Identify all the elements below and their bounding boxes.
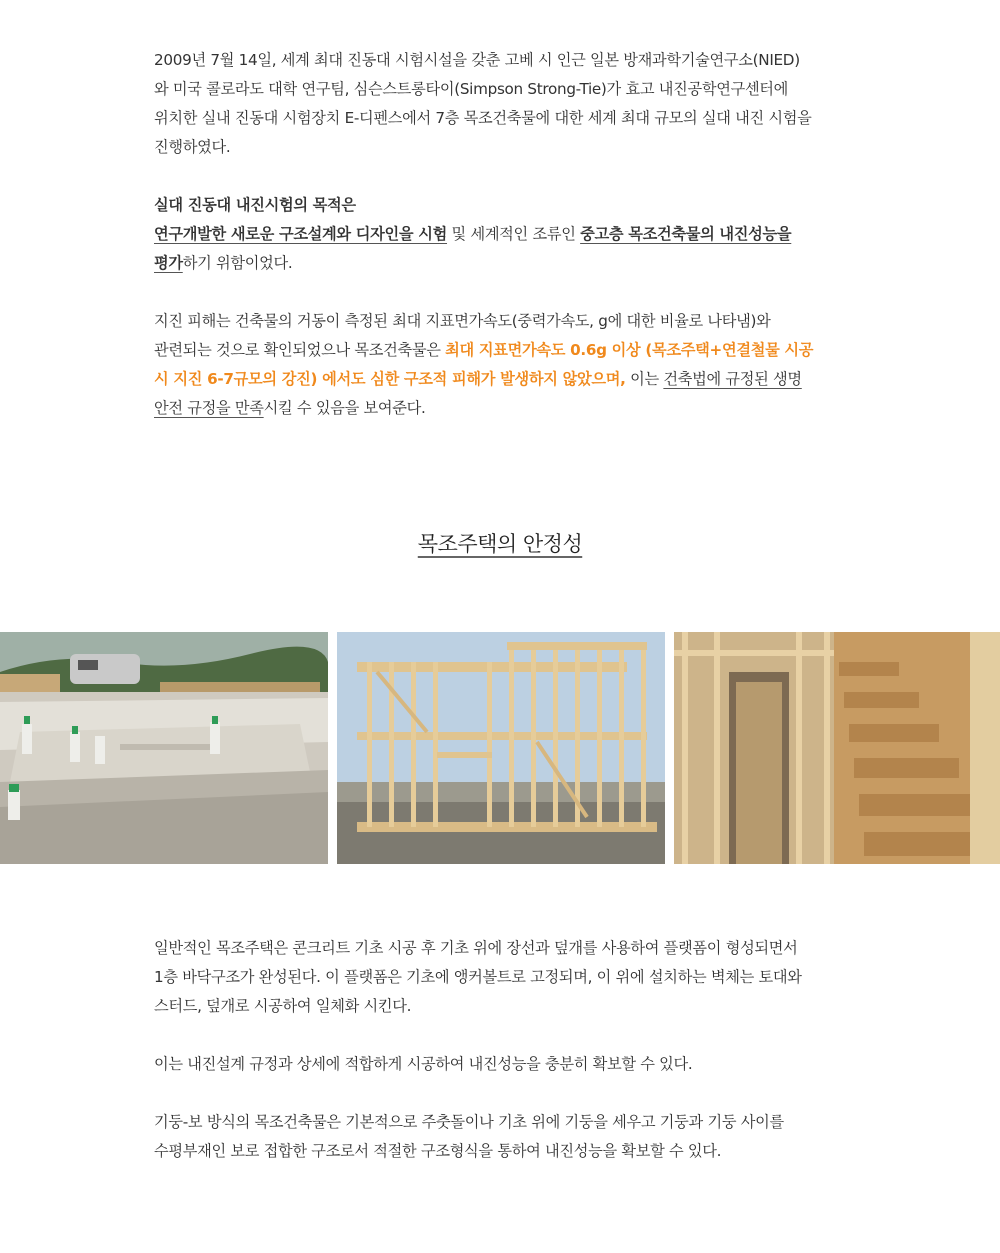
- body-line: 수평부재인 보로 접합한 구조로서 적절한 구조형식을 통하여 내진성능을 확보할 수 있다.: [154, 1142, 722, 1160]
- intro-section: [154, 46, 874, 423]
- intro-line: 2009년 7월 14일, 세계 최대 진동대 시험시설을 갖춘 고베 시 인근 일본 방재과학기술연구소(NIED): [154, 51, 800, 69]
- section-title: [0, 528, 1000, 558]
- body-paragraph-2: [154, 1050, 874, 1079]
- earthquake-paragraph: [154, 307, 874, 423]
- highlight-text: 시 지진 6-7규모의 강진) 에서도 심한 구조적 피해가 발생하지 않았으며,: [154, 370, 626, 388]
- framing-photo: [337, 632, 665, 864]
- purpose-text: 및 세계적인 조류인: [447, 225, 581, 243]
- body-line: 일반적인 목조주택은 콘크리트 기초 시공 후 기초 위에 장선과 덮개를 사용하여 플랫폼이 형성되면서: [154, 939, 798, 957]
- body-line: 이는 내진설계 규정과 상세에 적합하게 시공하여 내진성능을 충분히 확보할 수 있다.: [154, 1055, 693, 1073]
- purpose-emphasis: 연구개발한 새로운 구조설계와 디자인을 시험: [154, 225, 448, 243]
- body-paragraph-3: [154, 1108, 874, 1166]
- intro-line: 위치한 실내 진동대 시험장치 E-디펜스에서 7층 목조건축물에 대한 세계 최대 규모의 실대 내진 시험을: [154, 109, 812, 127]
- earthquake-text: 이는: [625, 370, 664, 388]
- purpose-text: 하기 위함이었다.: [182, 254, 293, 272]
- earthquake-text: 시킬 수 있음을 보여준다.: [263, 399, 426, 417]
- body-section: [154, 934, 874, 1166]
- body-paragraph-1: [154, 934, 874, 1021]
- underlined-text: 건축법에 규정된 생명: [663, 370, 802, 388]
- purpose-paragraph: [154, 191, 874, 278]
- purpose-emphasis: 중고층 목조건축물의 내진성능을: [580, 225, 792, 243]
- earthquake-text: 지진 피해는 건축물의 거동이 측정된 최대 지표면가속도(중력가속도, g에 대한 비율로 나타냄)와: [154, 312, 771, 330]
- body-line: 기둥-보 방식의 목조건축물은 기본적으로 주춧돌이나 기초 위에 기둥을 세우고 기둥과 기둥 사이를: [154, 1113, 784, 1131]
- purpose-emphasis: 평가: [154, 254, 183, 272]
- intro-paragraph-1: [154, 46, 874, 162]
- body-line: 1층 바닥구조가 완성된다. 이 플랫폼은 기초에 앵커볼트로 고정되며, 이 위에 설치하는 벽체는 토대와: [154, 968, 802, 986]
- foundation-photo: [0, 632, 328, 864]
- section-title-text: 목조주택의 안정성: [417, 532, 583, 556]
- purpose-heading: 실대 진동대 내진시험의 목적은: [154, 196, 356, 214]
- stairs-photo: [674, 632, 1000, 864]
- intro-line: 진행하였다.: [154, 138, 231, 156]
- earthquake-text: 관련되는 것으로 확인되었으나 목조건축물은: [154, 341, 446, 359]
- highlight-text: 최대 지표면가속도 0.6g 이상 (목조주택+연결철물 시공: [445, 341, 814, 359]
- body-line: 스터드, 덮개로 시공하여 일체화 시킨다.: [154, 997, 412, 1015]
- intro-line: 와 미국 콜로라도 대학 연구팀, 심슨스트롱타이(Simpson Strong-Tie)가 효고 내진공학연구센터에: [154, 80, 789, 98]
- underlined-text: 안전 규정을 만족: [154, 399, 264, 417]
- photo-strip: [0, 632, 1000, 864]
